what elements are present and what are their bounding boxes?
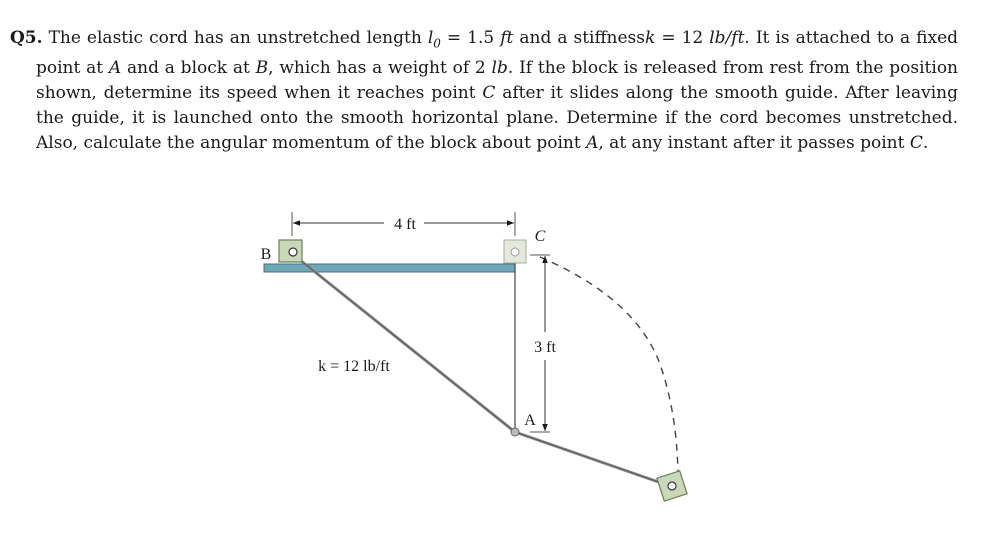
math-symbol: B bbox=[255, 58, 269, 79]
label-B: B bbox=[260, 246, 272, 263]
block-C-pin bbox=[511, 248, 519, 256]
math-symbol: C bbox=[482, 83, 496, 104]
stiffness-label: k = 12 lb/ft bbox=[318, 358, 390, 375]
math-symbol: C bbox=[909, 133, 923, 154]
elastic-cord-final-core bbox=[515, 432, 670, 486]
label-A: A bbox=[524, 412, 536, 429]
problem-text-part: . It is attached to a fixed point at bbox=[36, 28, 959, 79]
problem-text-part: The elastic cord has an unstretched length bbox=[42, 28, 428, 48]
label-C: C bbox=[534, 228, 546, 245]
problem-text-part: and a block at bbox=[121, 58, 256, 79]
problem-text-part: , which has a weight of 2 bbox=[268, 58, 492, 79]
dim-4ft-label: 4 ft bbox=[394, 216, 416, 233]
anchor-point-A bbox=[511, 428, 519, 436]
math-symbol: k bbox=[645, 28, 656, 48]
math-symbol: A bbox=[108, 58, 122, 79]
question-number: Q5. bbox=[10, 28, 43, 48]
problem-text-part: . bbox=[922, 133, 929, 154]
problem-text-part: after it slides along the smooth guide. After leaving the guide, it is launched onto the smooth horizontal plane. Determine if the cord becomes unstretched. Also, calculate the angular momentum of the block about point bbox=[36, 83, 958, 154]
math-unit: lb/ft bbox=[709, 28, 745, 48]
elastic-cord-core bbox=[295, 256, 515, 432]
math-symbol: A bbox=[586, 133, 599, 154]
math-subscript: 0 bbox=[433, 36, 441, 51]
math-unit: lb bbox=[491, 58, 508, 79]
problem-text-part: = 12 bbox=[655, 28, 710, 48]
block-final bbox=[657, 471, 687, 501]
problem-text-part: and a stiffness bbox=[513, 28, 646, 48]
problem-text-part: . If the block is released from rest from the position shown, determine its speed when it reaches point bbox=[36, 58, 959, 104]
math-symbol: l bbox=[427, 28, 434, 48]
horizontal-guide bbox=[264, 264, 515, 272]
problem-text-part: = 1.5 bbox=[440, 28, 501, 48]
block-B-pin bbox=[289, 248, 297, 256]
math-unit: ft bbox=[500, 28, 514, 48]
problem-text-part: , at any instant after it passes point bbox=[598, 133, 910, 154]
dim-3ft-label: 3 ft bbox=[534, 339, 556, 356]
